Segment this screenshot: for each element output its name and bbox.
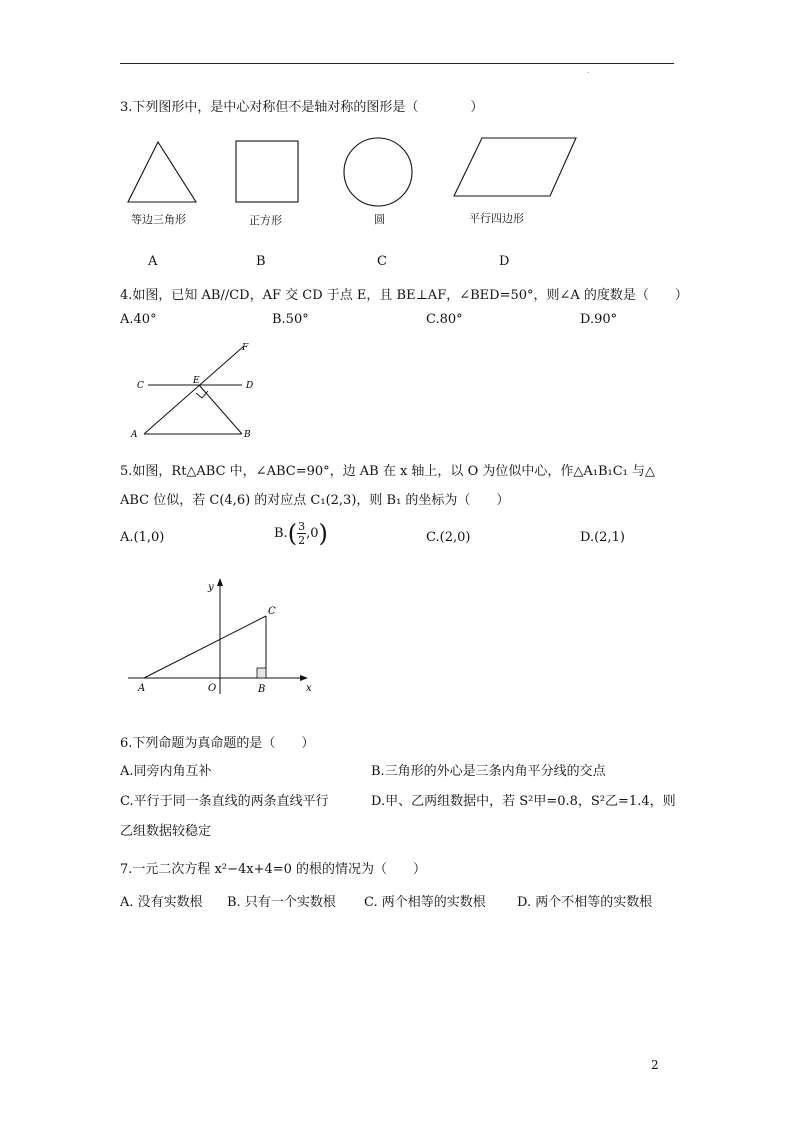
label-f: F bbox=[242, 343, 249, 353]
circle-shape bbox=[344, 138, 412, 206]
q6-option-d-line2: 乙组数据较稳定 bbox=[120, 824, 212, 839]
label-x: x bbox=[306, 683, 312, 694]
q4-option-a: A.40° bbox=[120, 312, 157, 327]
q5-option-b-denominator: 2 bbox=[298, 534, 306, 547]
q3-letter-b: B bbox=[256, 254, 266, 269]
q4-option-d: D.90° bbox=[580, 312, 618, 327]
q3-letter-a: A bbox=[148, 254, 158, 269]
q3-letter-c: C bbox=[377, 254, 387, 269]
label-d: D bbox=[246, 381, 254, 391]
label-b: B bbox=[258, 684, 266, 695]
q3-caption-d: 平行四边形 bbox=[469, 212, 524, 225]
q5-option-c: C.(2,0) bbox=[426, 530, 471, 545]
corner-mark: . bbox=[587, 66, 590, 75]
q6-option-d-line1: D.甲、乙两组数据中，若 S²甲=0.8，S²乙=1.4，则 bbox=[371, 794, 676, 809]
q3-caption-c: 圆 bbox=[374, 213, 385, 226]
parallelogram-shape bbox=[454, 138, 576, 196]
header-rule bbox=[120, 63, 674, 64]
q7-stem: 7.一元二次方程 x²−4x+4=0 的根的情况为（ ） bbox=[120, 862, 427, 877]
q5-option-b: B.( $\frac{3}{2}$ ,0) bbox=[274, 519, 328, 548]
label-y: y bbox=[208, 582, 214, 593]
label-c: C bbox=[137, 381, 144, 391]
q7-option-a: A. 没有实数根 bbox=[120, 895, 203, 910]
line-be bbox=[199, 385, 242, 434]
label-a: A bbox=[131, 430, 138, 440]
q7-option-c: C. 两个相等的实数根 bbox=[364, 895, 486, 910]
q6-option-b: B.三角形的外心是三条内角平分线的交点 bbox=[371, 764, 606, 779]
q3-stem: 3.下列图形中，是中心对称但不是轴对称的图形是（ ） bbox=[120, 100, 484, 115]
page-number: 2 bbox=[651, 1058, 659, 1072]
label-a: A bbox=[138, 683, 146, 694]
q5-option-a: A.(1,0) bbox=[120, 530, 165, 545]
q5-option-b-numerator: 3 bbox=[298, 520, 306, 533]
y-axis-arrow bbox=[217, 578, 223, 586]
q7-option-b: B. 只有一个实数根 bbox=[227, 895, 336, 910]
equilateral-triangle-shape bbox=[128, 142, 196, 202]
q7-option-d: D. 两个不相等的实数根 bbox=[517, 895, 653, 910]
q5-stem-line2: ABC 位似，若 C(4,6) 的对应点 C₁(2,3)，则 B₁ 的坐标为（ ） bbox=[120, 493, 510, 508]
q3-letter-d: D bbox=[499, 254, 510, 269]
q4-option-c: C.80° bbox=[426, 312, 463, 327]
q5-option-b-rest: ,0 bbox=[306, 526, 319, 541]
q4-stem: 4.如图，已知 AB//CD，AF 交 CD 于点 E，且 BE⊥AF，∠BED=50°，则∠A 的度数是（ ） bbox=[120, 288, 688, 303]
q6-option-c: C.平行于同一条直线的两条直线平行 bbox=[120, 794, 329, 809]
right-angle-mark bbox=[196, 391, 208, 398]
q6-option-a: A.同旁内角互补 bbox=[120, 764, 212, 779]
label-e: E bbox=[193, 376, 200, 386]
q4-geometry-figure bbox=[128, 338, 268, 442]
right-angle-box bbox=[257, 668, 266, 678]
q5-stem-line1: 5.如图，Rt△ABC 中，∠ABC=90°，边 AB 在 x 轴上，以 O 为位似中心，作△A₁B₁C₁ 与△ bbox=[120, 464, 656, 479]
q6-stem: 6.下列命题为真命题的是（ ） bbox=[120, 736, 315, 751]
q3-caption-a: 等边三角形 bbox=[131, 213, 186, 226]
q4-option-b: B.50° bbox=[272, 312, 309, 327]
q5-coordinate-figure bbox=[124, 574, 324, 700]
q5-option-b-prefix: B. bbox=[274, 526, 288, 541]
q5-option-b-fraction bbox=[297, 520, 306, 547]
label-c: C bbox=[268, 606, 276, 617]
q5-option-d: D.(2,1) bbox=[580, 530, 625, 545]
label-o: O bbox=[208, 683, 217, 694]
q3-caption-b: 正方形 bbox=[249, 214, 282, 227]
label-b: B bbox=[244, 430, 251, 440]
segment-ac bbox=[144, 616, 266, 678]
square-shape bbox=[236, 141, 298, 202]
x-axis-arrow bbox=[300, 675, 308, 681]
line-af bbox=[144, 346, 244, 434]
